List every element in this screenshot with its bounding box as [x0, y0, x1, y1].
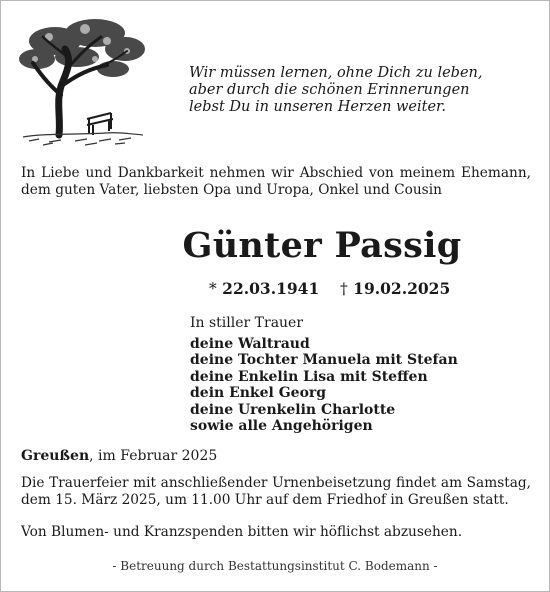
- poem-line: Wir müssen lernen, ohne Dich zu leben,: [189, 65, 483, 81]
- poem: [189, 65, 483, 116]
- place-and-date: [21, 448, 217, 464]
- place-town: Greußen: [21, 448, 90, 464]
- death-date: [340, 279, 450, 298]
- mourner: deine Enkelin Lisa mit Steffen: [190, 368, 428, 385]
- funeral-home-footer: - Betreuung durch Bestattungsinstitut C. Bodemann -: [112, 559, 438, 573]
- mourner: deine Urenkelin Charlotte: [190, 401, 396, 418]
- poem-line: aber durch die schönen Erinnerungen: [189, 82, 470, 98]
- mourner: deine Tochter Manuela mit Stefan: [190, 352, 458, 369]
- deceased-name: Günter Passig: [182, 225, 462, 266]
- death-date-value: 19.02.2025: [353, 279, 451, 298]
- mourner: sowie alle Angehörigen: [190, 418, 373, 435]
- death-symbol: †: [340, 280, 348, 298]
- birth-symbol: *: [209, 280, 217, 298]
- funeral-text: Die Trauerfeier mit anschließender Urnenbeisetzung findet am Samstag, dem 15. März 2025, um 11.00 Uhr auf dem Friedhof in Greußen statt.: [21, 475, 531, 508]
- mourner: dein Enkel Georg: [190, 385, 327, 402]
- birth-date-value: 22.03.1941: [222, 279, 320, 298]
- mourning-intro: In stiller Trauer: [190, 315, 304, 331]
- mourners-list: [190, 336, 458, 434]
- mourner: deine Waltraud: [190, 336, 310, 352]
- tree-with-bench-illustration: [15, 15, 147, 151]
- birth-date: [209, 279, 319, 298]
- flowers-text: Von Blumen- und Kranzspenden bitten wir höflichst abzusehen.: [21, 524, 463, 540]
- intro-text: In Liebe und Dankbarkeit nehmen wir Abschied von meinem Ehemann, dem guten Vater, liebsten Opa und Uropa, Onkel und Cousin: [21, 165, 531, 198]
- poem-line: lebst Du in unseren Herzen weiter.: [189, 99, 447, 115]
- place-date: , im Februar 2025: [89, 448, 218, 464]
